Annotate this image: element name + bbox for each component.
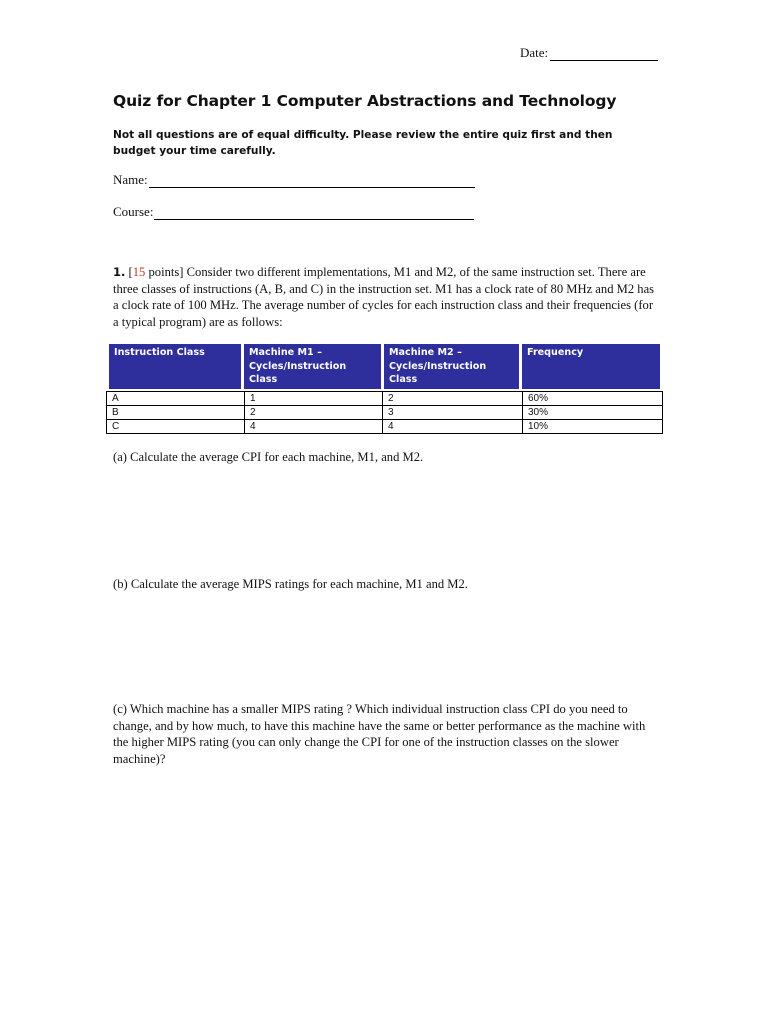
question-1	[113, 264, 658, 330]
table-row	[107, 392, 663, 406]
instruction-table-header	[106, 344, 663, 389]
table-row	[107, 420, 663, 434]
course-field	[113, 204, 474, 220]
date-field	[520, 45, 658, 61]
header-m1-cycles: Machine M1 – Cycles/Instruction Class	[244, 344, 381, 389]
question-part-c: (c) Which machine has a smaller MIPS rating ? Which individual instruction class CPI do you need to change, and by how much, to have this machine have the same or better performance as the machine with the higher MIPS rating (you can only change the CPI for one of the instruction classes on the slower machine)?	[113, 702, 646, 766]
name-label: Name:	[113, 172, 148, 187]
header-frequency: Frequency	[522, 344, 660, 389]
date-blank[interactable]	[550, 46, 658, 61]
header-instruction-class: Instruction Class	[109, 344, 241, 389]
table-cell: B	[107, 406, 245, 420]
quiz-instructions: Not all questions are of equal difficulty. Please review the entire quiz first and then budget your time carefully.	[113, 129, 613, 157]
name-field	[113, 172, 475, 188]
name-blank[interactable]	[149, 173, 475, 188]
table-cell: 30%	[523, 406, 663, 420]
table-cell: 2	[245, 406, 383, 420]
question-number: 1.	[113, 265, 126, 279]
instruction-table	[106, 391, 663, 434]
course-blank[interactable]	[154, 205, 474, 220]
course-label: Course:	[113, 204, 154, 219]
table-cell: 3	[383, 406, 523, 420]
table-cell: 2	[383, 392, 523, 406]
question-part-a: (a) Calculate the average CPI for each machine, M1, and M2.	[113, 450, 424, 464]
table-row	[107, 406, 663, 420]
points-close: points]	[145, 265, 184, 279]
points-open: [	[128, 265, 133, 279]
header-m2-cycles: Machine M2 – Cycles/Instruction Class	[384, 344, 519, 389]
table-cell: A	[107, 392, 245, 406]
table-cell: 60%	[523, 392, 663, 406]
points-value: 15	[132, 265, 146, 279]
date-label: Date:	[520, 45, 549, 60]
question-text: Consider two different implementations, M1 and M2, of the same instruction set. There are three classes of instructions (A, B, and C) in the instruction set. M1 has a clock rate of 80 MHz and M2 has a clock rate of 100 MHz. The average number of cycles for each instruction class and their frequencies (for a typical program) are as follows:	[113, 265, 655, 329]
table-cell: C	[107, 420, 245, 434]
table-cell: 1	[245, 392, 383, 406]
table-cell: 10%	[523, 420, 663, 434]
question-part-b: (b) Calculate the average MIPS ratings for each machine, M1 and M2.	[113, 577, 468, 591]
table-cell: 4	[245, 420, 383, 434]
page-title: Quiz for Chapter 1 Computer Abstractions and Technology	[113, 92, 617, 110]
table-cell: 4	[383, 420, 523, 434]
